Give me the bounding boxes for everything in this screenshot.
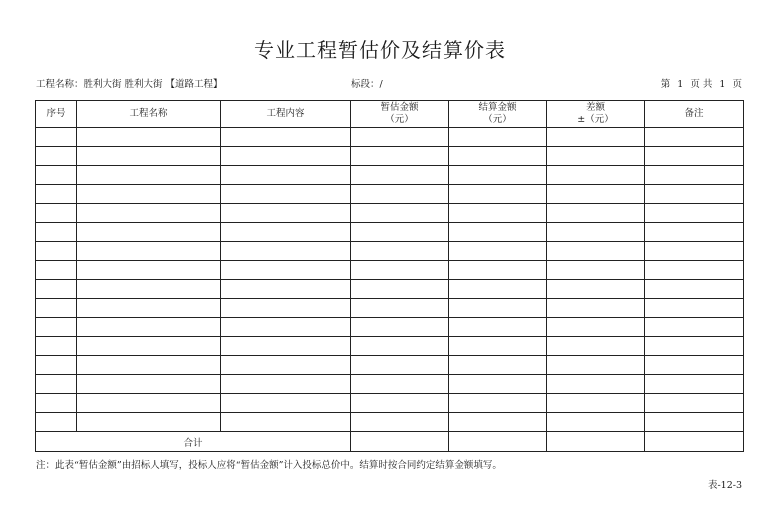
table-cell xyxy=(221,337,351,356)
form-number: 表-12-3 xyxy=(707,480,742,491)
table-cell xyxy=(36,356,77,375)
table-cell xyxy=(221,128,351,147)
table-cell xyxy=(351,280,449,299)
table-cell xyxy=(547,147,645,166)
table-cell xyxy=(351,261,449,280)
table-cell xyxy=(449,394,547,413)
table-cell xyxy=(77,242,221,261)
table-cell xyxy=(645,185,744,204)
table-cell xyxy=(36,375,77,394)
table-cell xyxy=(449,413,547,432)
table-cell xyxy=(351,375,449,394)
table-cell xyxy=(547,394,645,413)
table-cell xyxy=(645,413,744,432)
total-label: 合计 xyxy=(36,432,351,452)
table-row xyxy=(36,299,744,318)
table-cell xyxy=(351,413,449,432)
table-cell xyxy=(36,242,77,261)
table-row xyxy=(36,375,744,394)
table-cell xyxy=(645,166,744,185)
table-cell xyxy=(645,394,744,413)
table-cell xyxy=(221,394,351,413)
table-cell xyxy=(77,223,221,242)
table-cell xyxy=(645,147,744,166)
table-cell xyxy=(547,204,645,223)
page-mid: 页 共 xyxy=(690,79,713,90)
table-row xyxy=(36,128,744,147)
table-cell xyxy=(77,261,221,280)
table-cell xyxy=(36,147,77,166)
table-cell xyxy=(547,242,645,261)
table-row xyxy=(36,223,744,242)
table-cell xyxy=(547,166,645,185)
table-row xyxy=(36,394,744,413)
col-project-name-header: 工程名称 xyxy=(77,101,221,128)
col-content-header: 工程内容 xyxy=(221,101,351,128)
table-cell xyxy=(547,318,645,337)
table-row xyxy=(36,413,744,432)
table-row xyxy=(36,204,744,223)
table-cell xyxy=(221,299,351,318)
table-cell xyxy=(36,413,77,432)
table-cell xyxy=(351,356,449,375)
header-row xyxy=(36,101,744,128)
page-total: 1 xyxy=(719,79,726,90)
table-cell xyxy=(645,375,744,394)
table-cell xyxy=(77,318,221,337)
table-cell xyxy=(221,356,351,375)
table-cell xyxy=(449,242,547,261)
table-cell xyxy=(645,318,744,337)
col-index-header: 序号 xyxy=(36,101,77,128)
table-cell xyxy=(449,261,547,280)
table-cell xyxy=(547,261,645,280)
table-cell xyxy=(221,375,351,394)
table-row xyxy=(36,261,744,280)
table-cell xyxy=(36,128,77,147)
table-cell xyxy=(221,280,351,299)
table-cell xyxy=(351,299,449,318)
table-cell xyxy=(36,204,77,223)
table-cell xyxy=(547,223,645,242)
table-row xyxy=(36,147,744,166)
table-cell xyxy=(77,128,221,147)
table-cell xyxy=(645,128,744,147)
table-cell xyxy=(645,356,744,375)
table-cell xyxy=(36,166,77,185)
total-row xyxy=(36,432,744,452)
table-cell xyxy=(645,242,744,261)
table-cell xyxy=(77,413,221,432)
page-info xyxy=(657,76,742,90)
table-cell xyxy=(645,261,744,280)
table-cell xyxy=(449,204,547,223)
table-cell xyxy=(77,375,221,394)
table-cell xyxy=(645,299,744,318)
project-name: 工程名称：胜利大街 胜利大街 【道路工程】 xyxy=(36,79,223,90)
table-cell xyxy=(547,413,645,432)
table-cell xyxy=(351,318,449,337)
page-title: 专业工程暂估价及结算价表 xyxy=(254,38,506,62)
footnote: 注：此表“暂估金额”由招标人填写，投标人应将“暂估金额”计入投标总价中。结算时按合同约定结算金额填写。 xyxy=(36,460,502,471)
total-cell xyxy=(351,432,449,452)
table-cell xyxy=(351,128,449,147)
table-cell xyxy=(351,242,449,261)
table-cell xyxy=(547,337,645,356)
col-remarks-header: 备注 xyxy=(645,101,744,128)
table-cell xyxy=(449,166,547,185)
table-cell xyxy=(36,223,77,242)
table-cell xyxy=(449,280,547,299)
table-cell xyxy=(221,318,351,337)
table-cell xyxy=(77,394,221,413)
table-row xyxy=(36,166,744,185)
table-cell xyxy=(645,204,744,223)
table-cell xyxy=(77,337,221,356)
table-cell xyxy=(221,413,351,432)
table-cell xyxy=(351,147,449,166)
table-cell xyxy=(449,223,547,242)
table-cell xyxy=(77,185,221,204)
total-cell xyxy=(547,432,645,452)
page-suffix: 页 xyxy=(732,79,742,90)
table-cell xyxy=(36,299,77,318)
table-cell xyxy=(221,261,351,280)
table-cell xyxy=(77,204,221,223)
table-cell xyxy=(221,166,351,185)
table-cell xyxy=(77,280,221,299)
table-cell xyxy=(547,375,645,394)
table-cell xyxy=(351,394,449,413)
estimate-table xyxy=(35,100,744,452)
table-cell xyxy=(351,204,449,223)
table-cell xyxy=(36,185,77,204)
table-cell xyxy=(36,261,77,280)
table-row xyxy=(36,337,744,356)
table-cell xyxy=(351,337,449,356)
table-cell xyxy=(221,223,351,242)
table-cell xyxy=(221,204,351,223)
table-cell xyxy=(449,128,547,147)
table-row xyxy=(36,185,744,204)
table-cell xyxy=(36,394,77,413)
table-cell xyxy=(547,128,645,147)
table-cell xyxy=(449,299,547,318)
table-row xyxy=(36,242,744,261)
table-cell xyxy=(645,280,744,299)
table-cell xyxy=(645,337,744,356)
table-cell xyxy=(221,147,351,166)
table-cell xyxy=(77,166,221,185)
table-cell xyxy=(77,356,221,375)
table-cell xyxy=(36,337,77,356)
table-cell xyxy=(449,337,547,356)
table-cell xyxy=(36,280,77,299)
total-cell xyxy=(449,432,547,452)
table-cell xyxy=(36,318,77,337)
table-cell xyxy=(449,185,547,204)
table-row xyxy=(36,318,744,337)
table-cell xyxy=(221,242,351,261)
table-cell xyxy=(547,299,645,318)
table-cell xyxy=(449,318,547,337)
section-label: 标段：/ xyxy=(351,79,383,90)
table-row xyxy=(36,280,744,299)
total-cell xyxy=(645,432,744,452)
col-estimate-header: 暂估金额 （元） xyxy=(351,101,449,128)
table-cell xyxy=(77,299,221,318)
table-cell xyxy=(449,147,547,166)
col-difference-header: 差额 ±（元） xyxy=(547,101,645,128)
table-cell xyxy=(547,185,645,204)
table-cell xyxy=(351,223,449,242)
table-row xyxy=(36,356,744,375)
table-cell xyxy=(645,223,744,242)
table-cell xyxy=(77,147,221,166)
table-cell xyxy=(449,356,547,375)
table-cell xyxy=(547,280,645,299)
table-cell xyxy=(547,356,645,375)
table-cell xyxy=(351,185,449,204)
table-cell xyxy=(351,166,449,185)
page-current: 1 xyxy=(677,79,684,90)
page-prefix: 第 xyxy=(660,79,671,90)
col-settlement-header: 结算金额 （元） xyxy=(449,101,547,128)
table-cell xyxy=(449,375,547,394)
table-cell xyxy=(221,185,351,204)
